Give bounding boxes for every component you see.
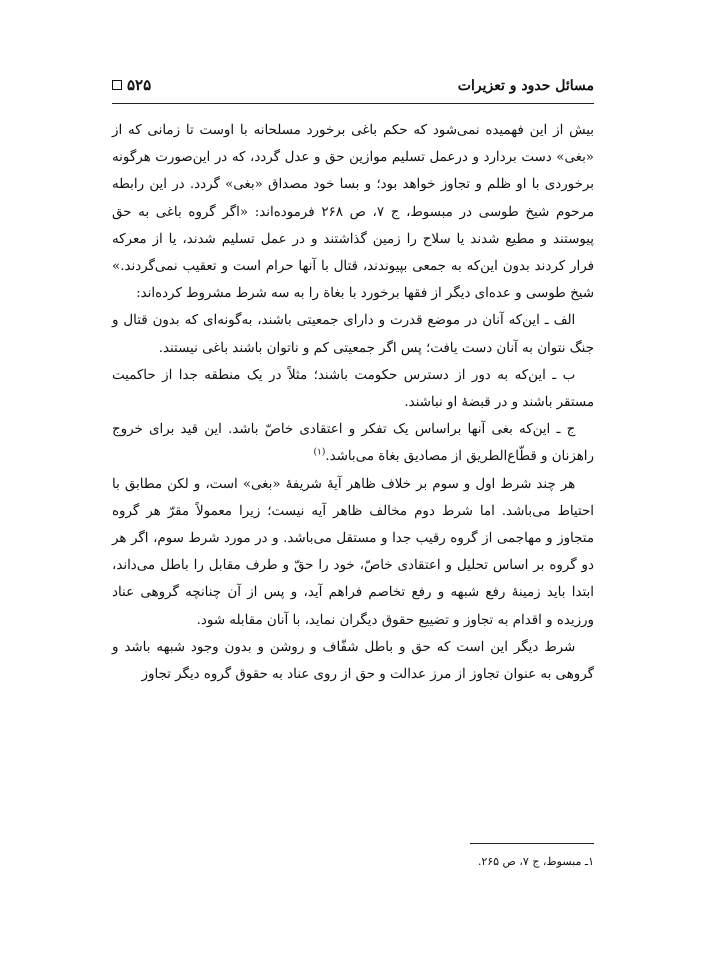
page-number: ۵۲۵: [127, 76, 152, 94]
page-number-block: [112, 76, 151, 94]
footnote-divider: [470, 843, 594, 844]
chapter-title: مسائل حدود و تعزیرات: [457, 78, 594, 94]
footnote-marker: (۱): [313, 447, 326, 458]
paragraph-condition-be: ب ـ این‌که به دور از دسترس حکومت باشند؛ مثلاً در یک منطقه جدا از حاکمیت مستقر باشند و در قبضهٔ او نباشند.: [112, 367, 594, 411]
paragraph-condition-jim-text: ج ـ این‌که بغی آنها براساس یک تفکر و اعتقادی خاصّ باشد. این قید برای خروج راهزنان و قطّاع‌الطریق از مصادیق بغاة می‌باشد.: [112, 422, 594, 465]
paragraph-condition-alef: الف ـ این‌که آنان در موضع قدرت و دارای جمعیتی باشند، به‌گونه‌ای که بدون قتال و جنگ نتوان به آنان دست یافت؛ پس اگر جمعیتی کم و ناتوان باشند باغی نیستند.: [112, 313, 594, 356]
running-header: [112, 74, 594, 102]
paragraph-discussion: هر چند شرط اول و سوم بر خلاف ظاهر آیهٔ شریفهٔ «بغی» است، و لکن مطابق با احتیاط می‌باشد. اما شرط دوم مخالف ظاهر آیه نیست؛ زیرا معمولاً مقرّ هر گروه متجاوز و مهاجمی از گروه رقیب جدا و مستقل می‌باشد. و در مورد شرط سوم، اگر هر دو گروه بر اساس تحلیل و اعتقادی خاصّ، خود را حقّ و طرف مقابل را باطل می‌داند، ابتدا باید زمینهٔ رفع شبهه و رفع تخاصم فراهم آید، و پس از آن چنانچه گروهی عناد ورزیده و اقدام به تجاوز و تضییع حقوق دیگران نماید، با آنان مقابله شود.: [112, 476, 594, 628]
paragraph-another-condition: شرط دیگر این است که حق و باطل شفّاف و روشن و بدون وجود شبهه باشد و گروهی به عنوان تجاوز از مرز عدالت و حق از روی عناد به حقوق گروه دیگر تجاوز: [112, 639, 594, 683]
body-text: [112, 117, 594, 688]
paragraph-intro: بیش از این فهمیده نمی‌شود که حکم باغی برخورد مسلحانه با اوست تا زمانی که از «بغی» دست بردارد و درعمل تسلیم موازین حق و عدل گردد، که در این‌صورت هرگونه برخوردی با او ظلم و تجاوز خواهد بود؛ و بسا خود مصداق «بغی» گردد. در این رابطه مرحوم شیخ طوسی در مبسوط، ج ۷، ص ۲۶۸ فرموده‌اند: «اگر گروه باغی به حق پیوستند و مطیع شدند یا سلاح را زمین گذاشتند و در عمل تسلیم شدند، یا از معرکه فرار کردند بدون این‌که به جمعی بپیوندند، قتال با آنها حرام است و تعقیب نمی‌گردند.» شیخ طوسی و عده‌ای دیگر از فقها برخورد با بغاة را به سه شرط مشروط کرده‌اند:: [112, 123, 594, 302]
footnote: ۱ـ مبسوط، ج ۷، ص ۲۶۵.: [477, 855, 594, 868]
header-divider: [112, 103, 594, 104]
paragraph-condition-jim: [112, 416, 594, 470]
square-icon: [112, 80, 122, 90]
